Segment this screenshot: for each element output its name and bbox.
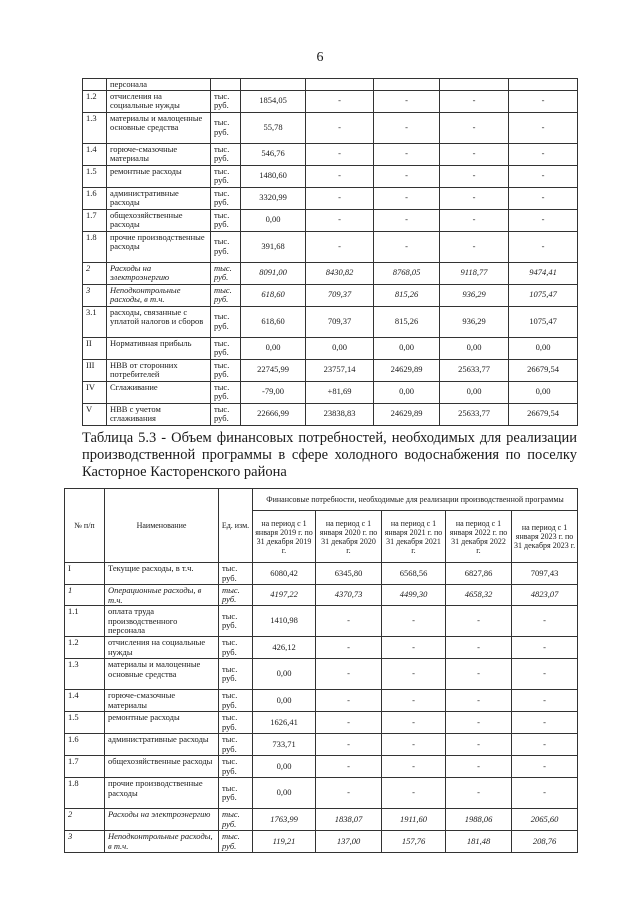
row-unit: тыс. руб. — [211, 165, 241, 187]
row-value: 1410,98 — [253, 606, 316, 637]
row-unit: тыс. руб. — [211, 284, 241, 306]
row-value: 23838,83 — [306, 403, 374, 425]
row-value: - — [446, 778, 512, 809]
table-row — [83, 79, 578, 91]
row-unit: тыс. руб. — [219, 563, 253, 585]
row-value: - — [374, 90, 440, 112]
row-name: НВВ от сторонних потребителей — [107, 359, 211, 381]
row-unit: тыс. руб. — [219, 756, 253, 778]
header-name: Наименование — [105, 489, 219, 563]
row-value: 181,48 — [446, 831, 512, 853]
row-value: 709,37 — [306, 284, 374, 306]
row-name: прочие производственные расходы — [107, 231, 211, 262]
row-value: 9118,77 — [440, 262, 509, 284]
table-caption: Таблица 5.3 - Объем финансовых потребностей, необходимых для реализации производственной программы в сфере холодного водоснабжения по поселку Касторное Касторенского района — [82, 430, 577, 480]
row-value: 1988,06 — [446, 809, 512, 831]
row-value: - — [446, 734, 512, 756]
row-unit: тыс. руб. — [219, 712, 253, 734]
row-value: 4823,07 — [512, 585, 578, 606]
row-value: - — [374, 165, 440, 187]
row-value: 0,00 — [306, 337, 374, 359]
row-value: - — [509, 231, 578, 262]
row-name: ремонтные расходы — [105, 712, 219, 734]
row-number: 3 — [65, 831, 105, 853]
table-row — [83, 359, 578, 381]
row-value: 3320,99 — [241, 187, 306, 209]
row-name: Неподконтрольные расходы, в т.ч. — [105, 831, 219, 853]
row-value: 815,26 — [374, 284, 440, 306]
row-value: 2065,60 — [512, 809, 578, 831]
table-row — [83, 262, 578, 284]
row-value: - — [509, 209, 578, 231]
row-unit: тыс. руб. — [211, 337, 241, 359]
row-value: 6827,86 — [446, 563, 512, 585]
row-value: 4197,22 — [253, 585, 316, 606]
header-period: на период с 1 января 2020 г. по 31 декабря 2020 г. — [316, 511, 382, 563]
header-period: на период с 1 января 2022 г. по 31 декабря 2022 г. — [446, 511, 512, 563]
row-value: - — [382, 690, 446, 712]
table-row — [83, 165, 578, 187]
row-value — [241, 79, 306, 91]
row-value: - — [306, 187, 374, 209]
row-value: 4499,30 — [382, 585, 446, 606]
row-value: - — [374, 231, 440, 262]
row-value: - — [374, 112, 440, 143]
row-value: - — [512, 734, 578, 756]
row-value: - — [440, 165, 509, 187]
row-value: 1911,60 — [382, 809, 446, 831]
table-row — [65, 809, 578, 831]
row-value: 1480,60 — [241, 165, 306, 187]
table-row — [83, 90, 578, 112]
row-unit: тыс. руб. — [219, 606, 253, 637]
row-value: - — [316, 756, 382, 778]
row-value: - — [316, 606, 382, 637]
row-name: расходы, связанные с уплатой налогов и сборов — [107, 306, 211, 337]
row-value: 6080,42 — [253, 563, 316, 585]
row-number: III — [83, 359, 107, 381]
row-value: 0,00 — [253, 659, 316, 690]
row-value: - — [306, 209, 374, 231]
header-period: на период с 1 января 2023 г. по 31 декабря 2023 г. — [512, 511, 578, 563]
row-value: - — [440, 187, 509, 209]
row-number: II — [83, 337, 107, 359]
row-value: 618,60 — [241, 284, 306, 306]
table-row — [83, 112, 578, 143]
row-value: - — [316, 690, 382, 712]
row-name: Текущие расходы, в т.ч. — [105, 563, 219, 585]
row-value: - — [446, 606, 512, 637]
row-value: 8091,00 — [241, 262, 306, 284]
row-number: 1.6 — [65, 734, 105, 756]
row-unit: тыс. руб. — [219, 659, 253, 690]
row-value: - — [382, 712, 446, 734]
row-number: 1 — [65, 585, 105, 606]
row-value: 936,29 — [440, 306, 509, 337]
row-number: 1.2 — [83, 90, 107, 112]
row-value: 0,00 — [253, 778, 316, 809]
row-unit: тыс. руб. — [211, 112, 241, 143]
row-value: 1075,47 — [509, 306, 578, 337]
table-row — [83, 187, 578, 209]
row-unit: тыс. руб. — [219, 690, 253, 712]
row-unit: тыс. руб. — [211, 187, 241, 209]
row-name: персонала — [107, 79, 211, 91]
row-value: 25633,77 — [440, 403, 509, 425]
page-number: 6 — [316, 50, 324, 65]
header-period: на период с 1 января 2021 г. по 31 декабря 2021 г. — [382, 511, 446, 563]
row-number: 1.5 — [83, 165, 107, 187]
row-value: - — [382, 734, 446, 756]
row-value: - — [306, 143, 374, 165]
row-number: I — [65, 563, 105, 585]
row-value: 0,00 — [253, 756, 316, 778]
row-value: - — [316, 712, 382, 734]
row-number: 1.7 — [65, 756, 105, 778]
table-row — [65, 585, 578, 606]
row-number: 1.4 — [83, 143, 107, 165]
row-name: Операционные расходы, в т.ч. — [105, 585, 219, 606]
row-value: 0,00 — [440, 381, 509, 403]
row-number: 1.8 — [83, 231, 107, 262]
row-value: - — [509, 143, 578, 165]
row-number: 1.5 — [65, 712, 105, 734]
row-name: Нормативная прибыль — [107, 337, 211, 359]
row-number: IV — [83, 381, 107, 403]
row-value: 0,00 — [241, 337, 306, 359]
row-value: 157,76 — [382, 831, 446, 853]
row-value: 26679,54 — [509, 403, 578, 425]
row-name: Расходы на электроэнергию — [107, 262, 211, 284]
row-value: 9474,41 — [509, 262, 578, 284]
row-value: 0,00 — [253, 690, 316, 712]
header-group: Финансовые потребности, необходимые для реализации производственной программы — [253, 489, 578, 511]
row-unit: тыс. руб. — [211, 403, 241, 425]
row-value: - — [509, 187, 578, 209]
row-name: оплата труда производственного персонала — [105, 606, 219, 637]
header-period: на период с 1 января 2019 г. по 31 декабря 2019 г. — [253, 511, 316, 563]
row-value: - — [316, 637, 382, 659]
row-value: - — [446, 659, 512, 690]
row-unit: тыс. руб. — [219, 734, 253, 756]
row-unit: тыс. руб. — [219, 637, 253, 659]
row-number: 1.4 — [65, 690, 105, 712]
row-unit: тыс. руб. — [211, 231, 241, 262]
row-name: административные расходы — [107, 187, 211, 209]
row-value: - — [512, 690, 578, 712]
row-value: - — [446, 690, 512, 712]
table-row — [65, 563, 578, 585]
row-value: 0,00 — [509, 337, 578, 359]
table-lower-header — [65, 489, 578, 563]
row-value: - — [382, 606, 446, 637]
row-value: - — [306, 165, 374, 187]
row-name: административные расходы — [105, 734, 219, 756]
row-value: 6345,80 — [316, 563, 382, 585]
row-value: 208,76 — [512, 831, 578, 853]
row-name: прочие производственные расходы — [105, 778, 219, 809]
row-value: 709,37 — [306, 306, 374, 337]
row-value: 0,00 — [440, 337, 509, 359]
row-value: 1626,41 — [253, 712, 316, 734]
row-number: 3.1 — [83, 306, 107, 337]
row-value: 26679,54 — [509, 359, 578, 381]
row-value: 55,78 — [241, 112, 306, 143]
row-number: 1.3 — [83, 112, 107, 143]
row-value: 24629,89 — [374, 403, 440, 425]
row-value: 24629,89 — [374, 359, 440, 381]
table-row — [83, 143, 578, 165]
row-value: - — [446, 712, 512, 734]
row-number: 1.8 — [65, 778, 105, 809]
row-value: - — [306, 90, 374, 112]
row-value: 8430,82 — [306, 262, 374, 284]
table-row — [83, 284, 578, 306]
table-row — [83, 337, 578, 359]
row-value: -79,00 — [241, 381, 306, 403]
row-number: 1.6 — [83, 187, 107, 209]
row-number: 1.2 — [65, 637, 105, 659]
row-value — [374, 79, 440, 91]
row-value: - — [509, 90, 578, 112]
row-value: - — [306, 112, 374, 143]
row-unit: тыс. руб. — [219, 809, 253, 831]
row-value: - — [440, 143, 509, 165]
row-value: 1763,99 — [253, 809, 316, 831]
row-name: горюче-смазочные материалы — [107, 143, 211, 165]
row-value: 733,71 — [253, 734, 316, 756]
row-value: 1838,07 — [316, 809, 382, 831]
row-value — [440, 79, 509, 91]
row-value — [306, 79, 374, 91]
row-value: 4658,32 — [446, 585, 512, 606]
row-number: 2 — [65, 809, 105, 831]
table-row — [65, 831, 578, 853]
row-unit: тыс. руб. — [211, 306, 241, 337]
row-value: - — [440, 112, 509, 143]
row-value: 0,00 — [241, 209, 306, 231]
row-name: общехозяйственные расходы — [105, 756, 219, 778]
table-lower — [64, 488, 578, 853]
row-value: - — [440, 231, 509, 262]
row-value: - — [382, 659, 446, 690]
row-value: - — [512, 659, 578, 690]
row-value: - — [512, 637, 578, 659]
row-value: 23757,14 — [306, 359, 374, 381]
row-unit: тыс. руб. — [211, 359, 241, 381]
row-value: 25633,77 — [440, 359, 509, 381]
row-name: материалы и малоценные основные средства — [107, 112, 211, 143]
table-row — [65, 637, 578, 659]
row-number: 1.3 — [65, 659, 105, 690]
row-value: 546,76 — [241, 143, 306, 165]
row-value: - — [509, 165, 578, 187]
row-value: 22745,99 — [241, 359, 306, 381]
table-row — [83, 403, 578, 425]
row-number: 3 — [83, 284, 107, 306]
table-lower-body — [65, 563, 578, 853]
row-value: - — [440, 90, 509, 112]
row-name: материалы и малоценные основные средства — [105, 659, 219, 690]
table-row — [83, 231, 578, 262]
row-value: 22666,99 — [241, 403, 306, 425]
row-value: - — [382, 756, 446, 778]
row-value: 6568,56 — [382, 563, 446, 585]
table-row — [65, 712, 578, 734]
row-unit: тыс. руб. — [219, 778, 253, 809]
header-unit: Ед. изм. — [219, 489, 253, 563]
row-value: +81,69 — [306, 381, 374, 403]
row-value: - — [446, 756, 512, 778]
row-value: - — [316, 778, 382, 809]
row-value: - — [512, 606, 578, 637]
row-unit: тыс. руб. — [211, 381, 241, 403]
row-number: 1.7 — [83, 209, 107, 231]
row-value: - — [306, 231, 374, 262]
table-row — [65, 606, 578, 637]
row-name: Расходы на электроэнергию — [105, 809, 219, 831]
table-upper-body — [83, 79, 578, 426]
table-row — [83, 306, 578, 337]
table-row — [65, 734, 578, 756]
row-value: 815,26 — [374, 306, 440, 337]
table-upper — [82, 78, 578, 426]
row-value: 936,29 — [440, 284, 509, 306]
table-row — [83, 381, 578, 403]
row-number: 2 — [83, 262, 107, 284]
row-value: 4370,73 — [316, 585, 382, 606]
row-name: ремонтные расходы — [107, 165, 211, 187]
row-value: 8768,05 — [374, 262, 440, 284]
row-unit: тыс. руб. — [219, 831, 253, 853]
row-value: - — [512, 756, 578, 778]
row-value: - — [374, 143, 440, 165]
row-name: горюче-смазочные материалы — [105, 690, 219, 712]
row-value: 137,00 — [316, 831, 382, 853]
row-value: - — [512, 712, 578, 734]
row-value: 0,00 — [509, 381, 578, 403]
row-value: 1075,47 — [509, 284, 578, 306]
row-unit: тыс. руб. — [211, 90, 241, 112]
row-value: - — [446, 637, 512, 659]
row-number: 1.1 — [65, 606, 105, 637]
row-value: - — [512, 778, 578, 809]
table-row — [65, 690, 578, 712]
row-value: - — [316, 734, 382, 756]
row-value: 426,12 — [253, 637, 316, 659]
table-row — [83, 209, 578, 231]
table-row — [65, 778, 578, 809]
row-value: - — [374, 209, 440, 231]
row-value: - — [382, 637, 446, 659]
row-number — [83, 79, 107, 91]
row-name: Неподконтрольные расходы, в т.ч. — [107, 284, 211, 306]
row-value: 119,21 — [253, 831, 316, 853]
table-row — [65, 756, 578, 778]
row-value: 618,60 — [241, 306, 306, 337]
row-value: - — [374, 187, 440, 209]
row-name: отчисления на социальные нужды — [107, 90, 211, 112]
row-value: 0,00 — [374, 337, 440, 359]
row-value: - — [509, 112, 578, 143]
row-name: НВВ с учетом сглаживания — [107, 403, 211, 425]
row-value: - — [316, 659, 382, 690]
row-value — [509, 79, 578, 91]
row-value: - — [382, 778, 446, 809]
row-value: 1854,05 — [241, 90, 306, 112]
row-value: - — [440, 209, 509, 231]
row-unit — [211, 79, 241, 91]
row-number: V — [83, 403, 107, 425]
row-name: Сглаживание — [107, 381, 211, 403]
row-unit: тыс. руб. — [219, 585, 253, 606]
row-value: 0,00 — [374, 381, 440, 403]
table-row — [65, 659, 578, 690]
row-value: 391,68 — [241, 231, 306, 262]
row-name: отчисления на социальные нужды — [105, 637, 219, 659]
row-unit: тыс. руб. — [211, 143, 241, 165]
header-num: № п/п — [65, 489, 105, 563]
row-name: общехозяйственные расходы — [107, 209, 211, 231]
row-unit: тыс. руб. — [211, 209, 241, 231]
row-unit: тыс. руб. — [211, 262, 241, 284]
row-value: 7097,43 — [512, 563, 578, 585]
